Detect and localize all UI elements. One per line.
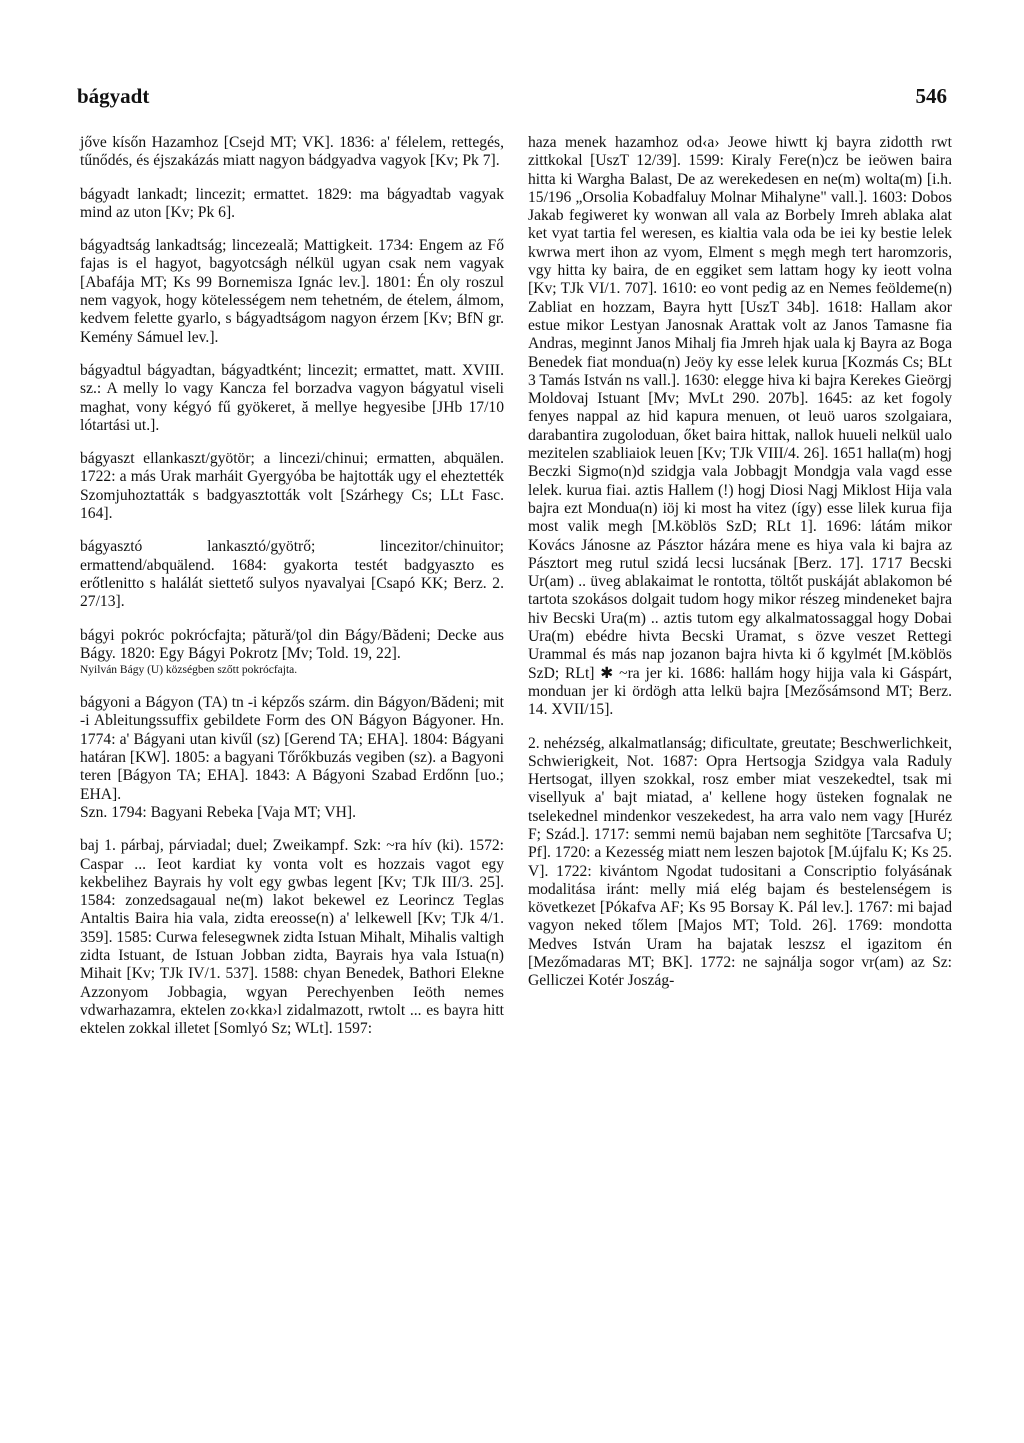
entry-baj: baj 1. párbaj, párviadal; duel; Zweikampf. Szk: ~ra hív (ki). 1572: Caspar ... Ieot kardiat ky vonta volt es hozzais vagot egy kekbelihez Bayrais hy volt egy gwbas legent [Kv; TJk III/3. 25]. 1584: zonzedsagaual ne(m) lakot bekewel ez Leorincz Teglas Antaltis Baira hia vala, zidta ereosse(n) a' lelkewell [Kv; TJk 4/1. 359]. 1585: Curwa felesegwnek zidta Istuan Mihalt, Mihalis valtigh zidta Istuant, de Istuan Jobban zidta, Bayrais hya vala Istua(n) Mihait [Kv; TJk IV/1. 537]. 1588: chyan Benedek, Bathori Elekne Azzonyom Jobbagia, wgyan Perechyenben Ieöth nemes vdwarhazamra, ektelen zo‹kka›l zidalmazott, rwtolt ... es bayra hitt ektelen zokkal illetet [Somlyó Sz; WLt]. 1597: [80,837,504,1038]
entry-bagyi-pokroc: bágyi pokróc pokrócfajta; pătură/ţol din Bágy/Bădeni; Decke aus Bágy. 1820: Egy Bágyi Pokrotz [Mv; Told. 19, 22]. [80,626,504,662]
running-headword: bágyadt [77,84,150,108]
page-header [77,84,947,114]
page-number: 546 [915,84,947,108]
entry-bagyaszt: bágyaszt ellankaszt/gyötör; a lincezi/chinui; ermatten, abquälen. 1722: a más Urak marháit Gyergyóba be hajtották ugy el eheztették Szomjuhoztatták s badgyasztották volt [Szárhegy Cs; LLt Fasc. 164]. [80,450,504,523]
left-column [80,134,504,1053]
entry-baj-continued: haza menek hazamhoz od‹a› Jeowe hiwtt kj bayra zidotth rwt zittkokal [UszT 12/39]. 1599: Kiraly Fere(n)cz be ieöwen baira hitta ki Wargha Balast, De az werekedesen en ne(m) wolta(m) [i.h. 15/196 „Orsolia Kobadfaluy Molnar Mihalyne" vall.]. 1603: Dobos Jakab fegiweret ky wonwan all vala az Borbely Imreh ablaka alat ket vyat tartia fel weresen, es kialtia vala oda be iei ky bestie lelek kwrwa mert ihon az vyom, Elment s męgh megh tert haromzoris, vgy hitta ky baira, de en eggiket sem lattam hogy ky ieott volna [Kv; TJk VI/1. 707]. 1610: eo vont pedig az en Nemes feöldeme(n) Zabliat en hozzam, Bayra hytt [UszT 34b]. 1618: Hallam akor estue mikor Lestyan Janosnak Arattak volt az Janos Tamasne fia Andras, meginnt Janos Mihalj fia Jmreh hjak uala kj Bayra az Boga Benedek fiat mondua(n) Jeöy ky esse lelek kurua [Kozmás Cs; BLt 3 Tamás István ns vall.]. 1630: elegge hiva ki bajra Kerekes Gieörgj Moldovaj Istuant [Mv; MvLt 290. 207b]. 1645: az ket fogoly fenyes nappal az hid kapura menuen, ot leuö uaros szolgaiara, darabantira zugoloduan, őket baira hittak, nallok huueli nelkül ualo mezitelen szabliaiok leuen [Kv; TJk VIII/4. 26]. 1651 halla(m) hogj Beczki Sigmo(n)d szidgja vala Jobbagjt Mondgja vala vagd esse lelek. kurua fiai. aztis Hallem (!) hogj Diosi Nagj Miklost Hija vala bajra ezt Mondua(n) iöj ki most ha vitez (így) esse lilek kurua fija most valik megh [M.köblös SzD; RLt 1]. 1696: látám mikor Kovács Jánosne az Pásztor házára mene es hiya vala ki bajra az Pásztort meg rutul szidá lecsi lucsának [Berz. 17]. 1717 Becski Ur(am) .. üveg ablakaimat le rontotta, töltőt puskáját ablakomon bé tartota szokásos dolgait tudom hogy mikor részeg mindeneket bajra hiv Becski Ura(m) .. aztis tutom egy alkalmatossaggal hogy Dobai Ura(m) ebédre hivta Becski Uramat, s özve veszet Rettegi Urammal és más nap jozanon bajra hivta ki ő kgylmét [M.köblös SzD; RLt] ✱ ~ra jer ki. 1686: hallám hogy hijja vala ki Gáspárt, monduan jer ki ördögh atta lelkü bajra [Mezősámsond MT; Berz. 14. XVII/15]. [528,134,953,719]
entry-note: Nyilván Bágy (U) községben szőtt pokrócfajta. [80,664,298,677]
entry-bagyadt: bágyadt lankadt; lincezit; ermattet. 1829: ma bágyadtab vagyak mind az uton [Kv; Pk 6]. [80,185,504,221]
entry-surname: Szn. 1794: Bagyani Rebeka [Vaja MT; VH]. [80,803,357,821]
right-column [528,134,952,1006]
entry-bagyoni: bágyoni a Bágyon (TA) tn -i képzős szárm. din Bágyon/Bădeni; mit -i Ableitungssuffix gebildete Form des ON Bágyon Bágyoner. Hn. 1774: a' Bágyani utan kivűl (sz) [Gerend TA; EHA]. 1804: Bágyani határan [KW]. 1805: a bagyani Tőrőkbuzás vegiben (sz). a Bagyoni teren [Bágyon TA; EHA]. 1843: A Bágyoni Szabad Erdőnn [uo.; EHA]. [80,694,504,803]
entry-paragraph: jőve kísőn Hazamhoz [Csejd MT; VK]. 1836: a' félelem, rettegés, tűnődés, és éjszakázás miatt nagyon bádgyadva vagyok [Kv; Pk 7]. [80,134,504,170]
entry-bagyaszto: bágyasztó lankasztó/gyötrő; lincezitor/chinuitor; ermattend/abquälend. 1684: gyakorta testét badgyaszto es erőtlenitto s halálát siettető sulyos nyavalyai [Csapó KK; Berz. 2. 27/13]. [80,538,504,611]
entry-bagyadtsag: bágyadtság lankadtság; lincezeală; Mattigkeit. 1734: Engem az Fő fajas is el hagyot, bagyotcságh nélkül ugyan csak nem vagyak [Abafája MT; Ks 99 Bornemisza Ignác lev.]. 1801: Én oly roszul nem vagyok, hogy kötelességem nem tehetném, de ételem, álmom, kedvem felette gyarlo, s bágyadtságom nagyon érzem [Kv; BfN gr. Kemény Sámuel lev.]. [80,237,504,346]
entry-bagyadtul: bágyadtul bágyadtan, bágyadtként; lincezit; ermattet, matt. XVIII. sz.: A melly lo vagy Kancza fel borzadva vagyon bágyatul viseli maghat, vony kégyó fű gyökeret, ă mellye hegyesibe [JHb 17/10 lótartási ut.]. [80,361,504,434]
entry-baj-sense-2: 2. nehézség, alkalmatlanság; dificultate, greutate; Beschwerlichkeit, Schwierigkeit, Not. 1687: Opra Hertsogja Szidgya vala Raduly Hertsogat, illyen szokkal, rosz ember miat veszekedtel, tsak mi visellyuk a' bajt miatad, a' kellene hogy üsteken fognalak ne tselekednel mindenkor veszekedest, ha arra valo nem vagy [Huréz F; Szád.]. 1717: semmi nemü bajaban nem seghitöte [Tarcsafva U; Pf]. 1720: a Kezesség miatt nem leszen bajotok [M.újfalu K; Ks 25. V]. 1722: kivántom Ngodat tudositani a Conscriptio folyásának modalitása iránt: melly miá elég bajam és bestelenségem is következet [Pókafva AF; Ks 95 Borsay K. Pál lev.]. 1767: mi bajad vagyon neked tőlem [Majos MT; Told. 26]. 1769: mondotta Medves István Uram ha bajatak leszsz el igazitom én [Mezőmadaras MT; BK]. 1772: ne sajnálja sogor vr(am) az Sz: Gelliczei Kotér Joszág- [528,734,952,990]
